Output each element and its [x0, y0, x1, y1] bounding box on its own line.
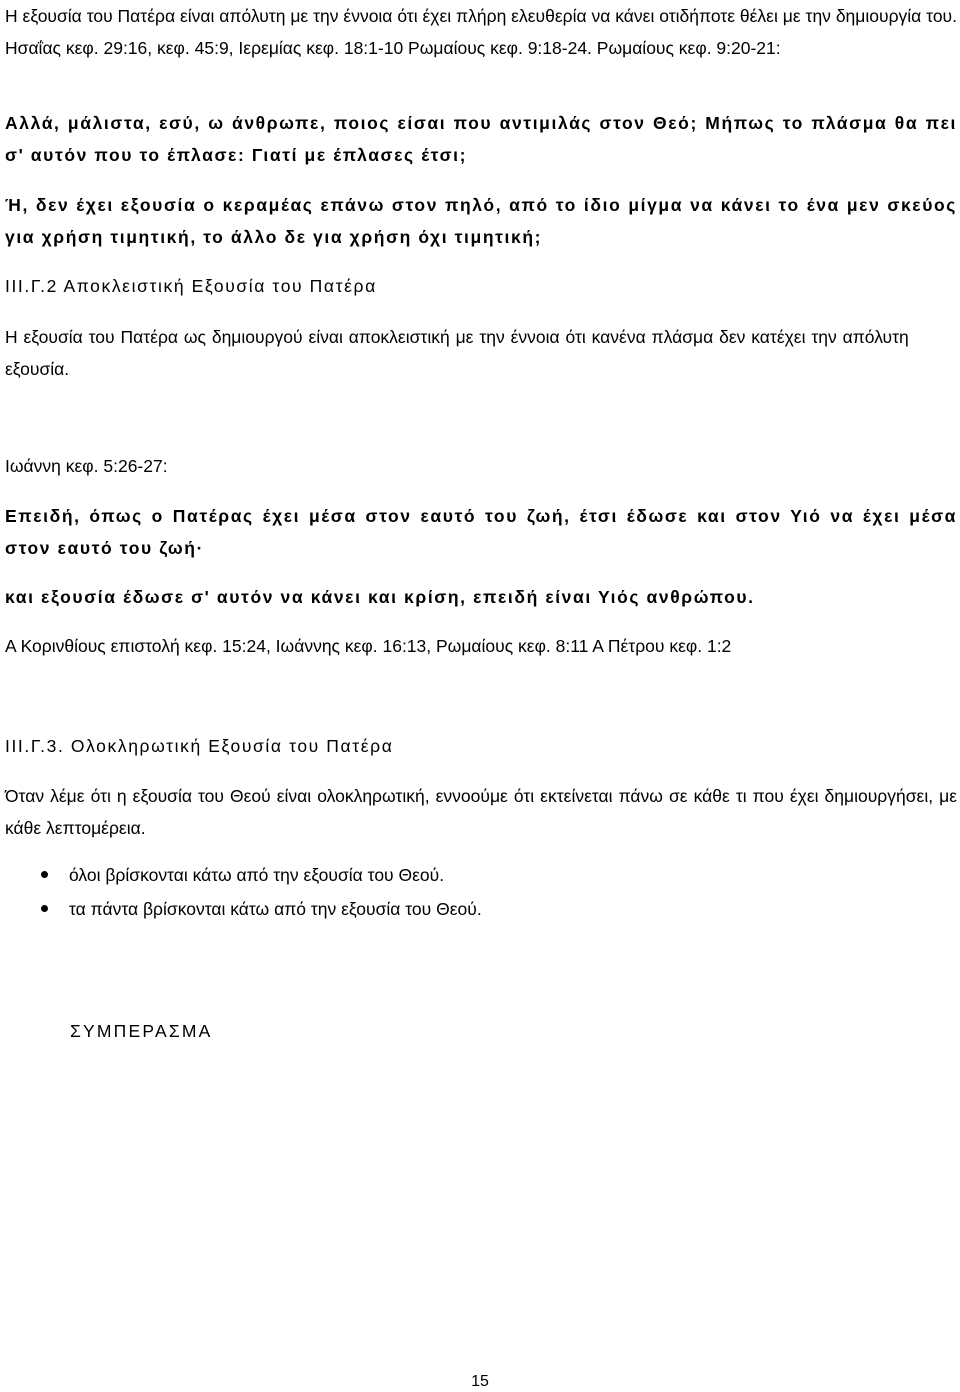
section-heading-total-authority: ΙΙΙ.Γ.3. Ολοκληρωτική Εξουσία του Πατέρα	[5, 736, 394, 756]
quote-john-5-27: και εξουσία έδωσε σ' αυτόν να κάνει και κρίση, επειδή είναι Υιός ανθρώπου.	[5, 587, 755, 607]
bullet-icon	[41, 905, 48, 912]
intro-paragraph: Η εξουσία του Πατέρα είναι απόλυτη με την έννοια ότι έχει πλήρη ελευθερία να κάνει οτιδήποτε θέλει με την δημιουργία του. Ησαΐας κεφ. 29:16, κεφ. 45:9, Ιερεμίας κεφ. 18:1-10 Ρωμαίους κεφ. 9:18-24. Ρωμαίους κεφ. 9:20-21:	[5, 6, 957, 58]
list-item-text: τα πάντα βρίσκονται κάτω από την εξουσία του Θεού.	[69, 899, 482, 919]
list-item	[5, 858, 905, 892]
list-item-text: όλοι βρίσκονται κάτω από την εξουσία του Θεού.	[69, 865, 445, 885]
section-heading-exclusive-authority: ΙΙΙ.Γ.2 Αποκλειστική Εξουσία του Πατέρα	[5, 276, 377, 296]
total-authority-text: Όταν λέμε ότι η εξουσία του Θεού είναι ολοκληρωτική, εννοούμε ότι εκτείνεται πάνω σε κάθε τι που έχει δημιουργήσει, με κάθε λεπτομέρεια.	[5, 786, 957, 838]
bullet-icon	[41, 871, 48, 878]
page-number: 15	[471, 1373, 489, 1390]
quote-romans-9-21: Ή, δεν έχει εξουσία ο κεραμέας επάνω στον πηλό, από το ίδιο μίγμα να κάνει το ένα μεν σκεύος για χρήση τιμητική, το άλλο δε για χρήση όχι τιμητική;	[5, 195, 957, 247]
quote-john-5-26: Επειδή, όπως ο Πατέρας έχει μέσα στον εαυτό του ζωή, έτσι έδωσε και στον Υιό να έχει μέσα στον εαυτό του ζωή·	[5, 506, 957, 558]
bullet-list	[5, 858, 905, 926]
additional-references: Α Κορινθίους επιστολή κεφ. 15:24, Ιωάννης κεφ. 16:13, Ρωμαίους κεφ. 8:11 Α Πέτρου κεφ. 1:2	[5, 636, 732, 656]
conclusion-heading: ΣΥΜΠΕΡΑΣΜΑ	[70, 1021, 213, 1041]
reference-john: Ιωάννη κεφ. 5:26-27:	[5, 456, 168, 476]
list-item	[5, 892, 905, 926]
exclusive-authority-text: Η εξουσία του Πατέρα ως δημιουργού είναι αποκλειστική με την έννοια ότι κανένα πλάσμα δεν κατέχει την απόλυτη εξουσία.	[5, 327, 909, 379]
quote-romans-9-20: Αλλά, μάλιστα, εσύ, ω άνθρωπε, ποιος είσαι που αντιμιλάς στον Θεό; Μήπως το πλάσμα θα πει σ' αυτόν που το έπλασε: Γιατί με έπλασες έτσι;	[5, 113, 957, 165]
